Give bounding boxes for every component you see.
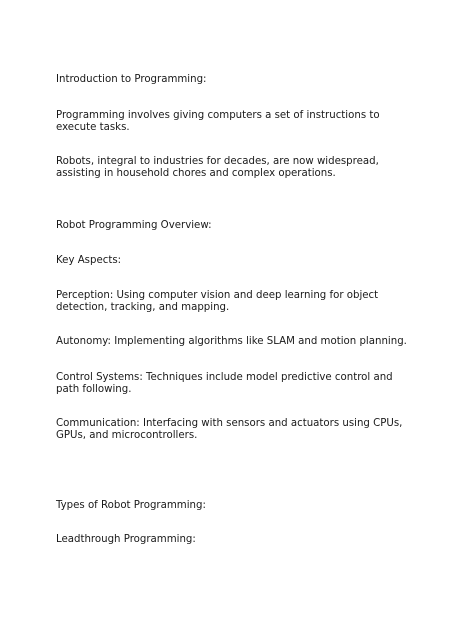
heading-types-of-robot-programming: Types of Robot Programming: xyxy=(56,500,206,511)
heading-robot-programming-overview: Robot Programming Overview: xyxy=(56,220,212,231)
heading-leadthrough-programming: Leadthrough Programming: xyxy=(56,534,196,545)
heading-introduction: Introduction to Programming: xyxy=(56,74,207,85)
paragraph-perception: Perception: Using computer vision and deep learning for object detection, tracking, and mapping. xyxy=(56,290,379,313)
paragraph-robots-industries: Robots, integral to industries for decades, are now widespread, assisting in household chores and complex operations. xyxy=(56,156,379,179)
paragraph-communication: Communication: Interfacing with sensors and actuators using CPUs, GPUs, and microcontrollers. xyxy=(56,418,403,441)
paragraph-programming-definition: Programming involves giving computers a set of instructions to execute tasks. xyxy=(56,110,380,133)
paragraph-autonomy: Autonomy: Implementing algorithms like SLAM and motion planning. xyxy=(56,336,407,347)
heading-key-aspects: Key Aspects: xyxy=(56,255,122,266)
paragraph-control-systems: Control Systems: Techniques include model predictive control and path following. xyxy=(56,372,393,395)
